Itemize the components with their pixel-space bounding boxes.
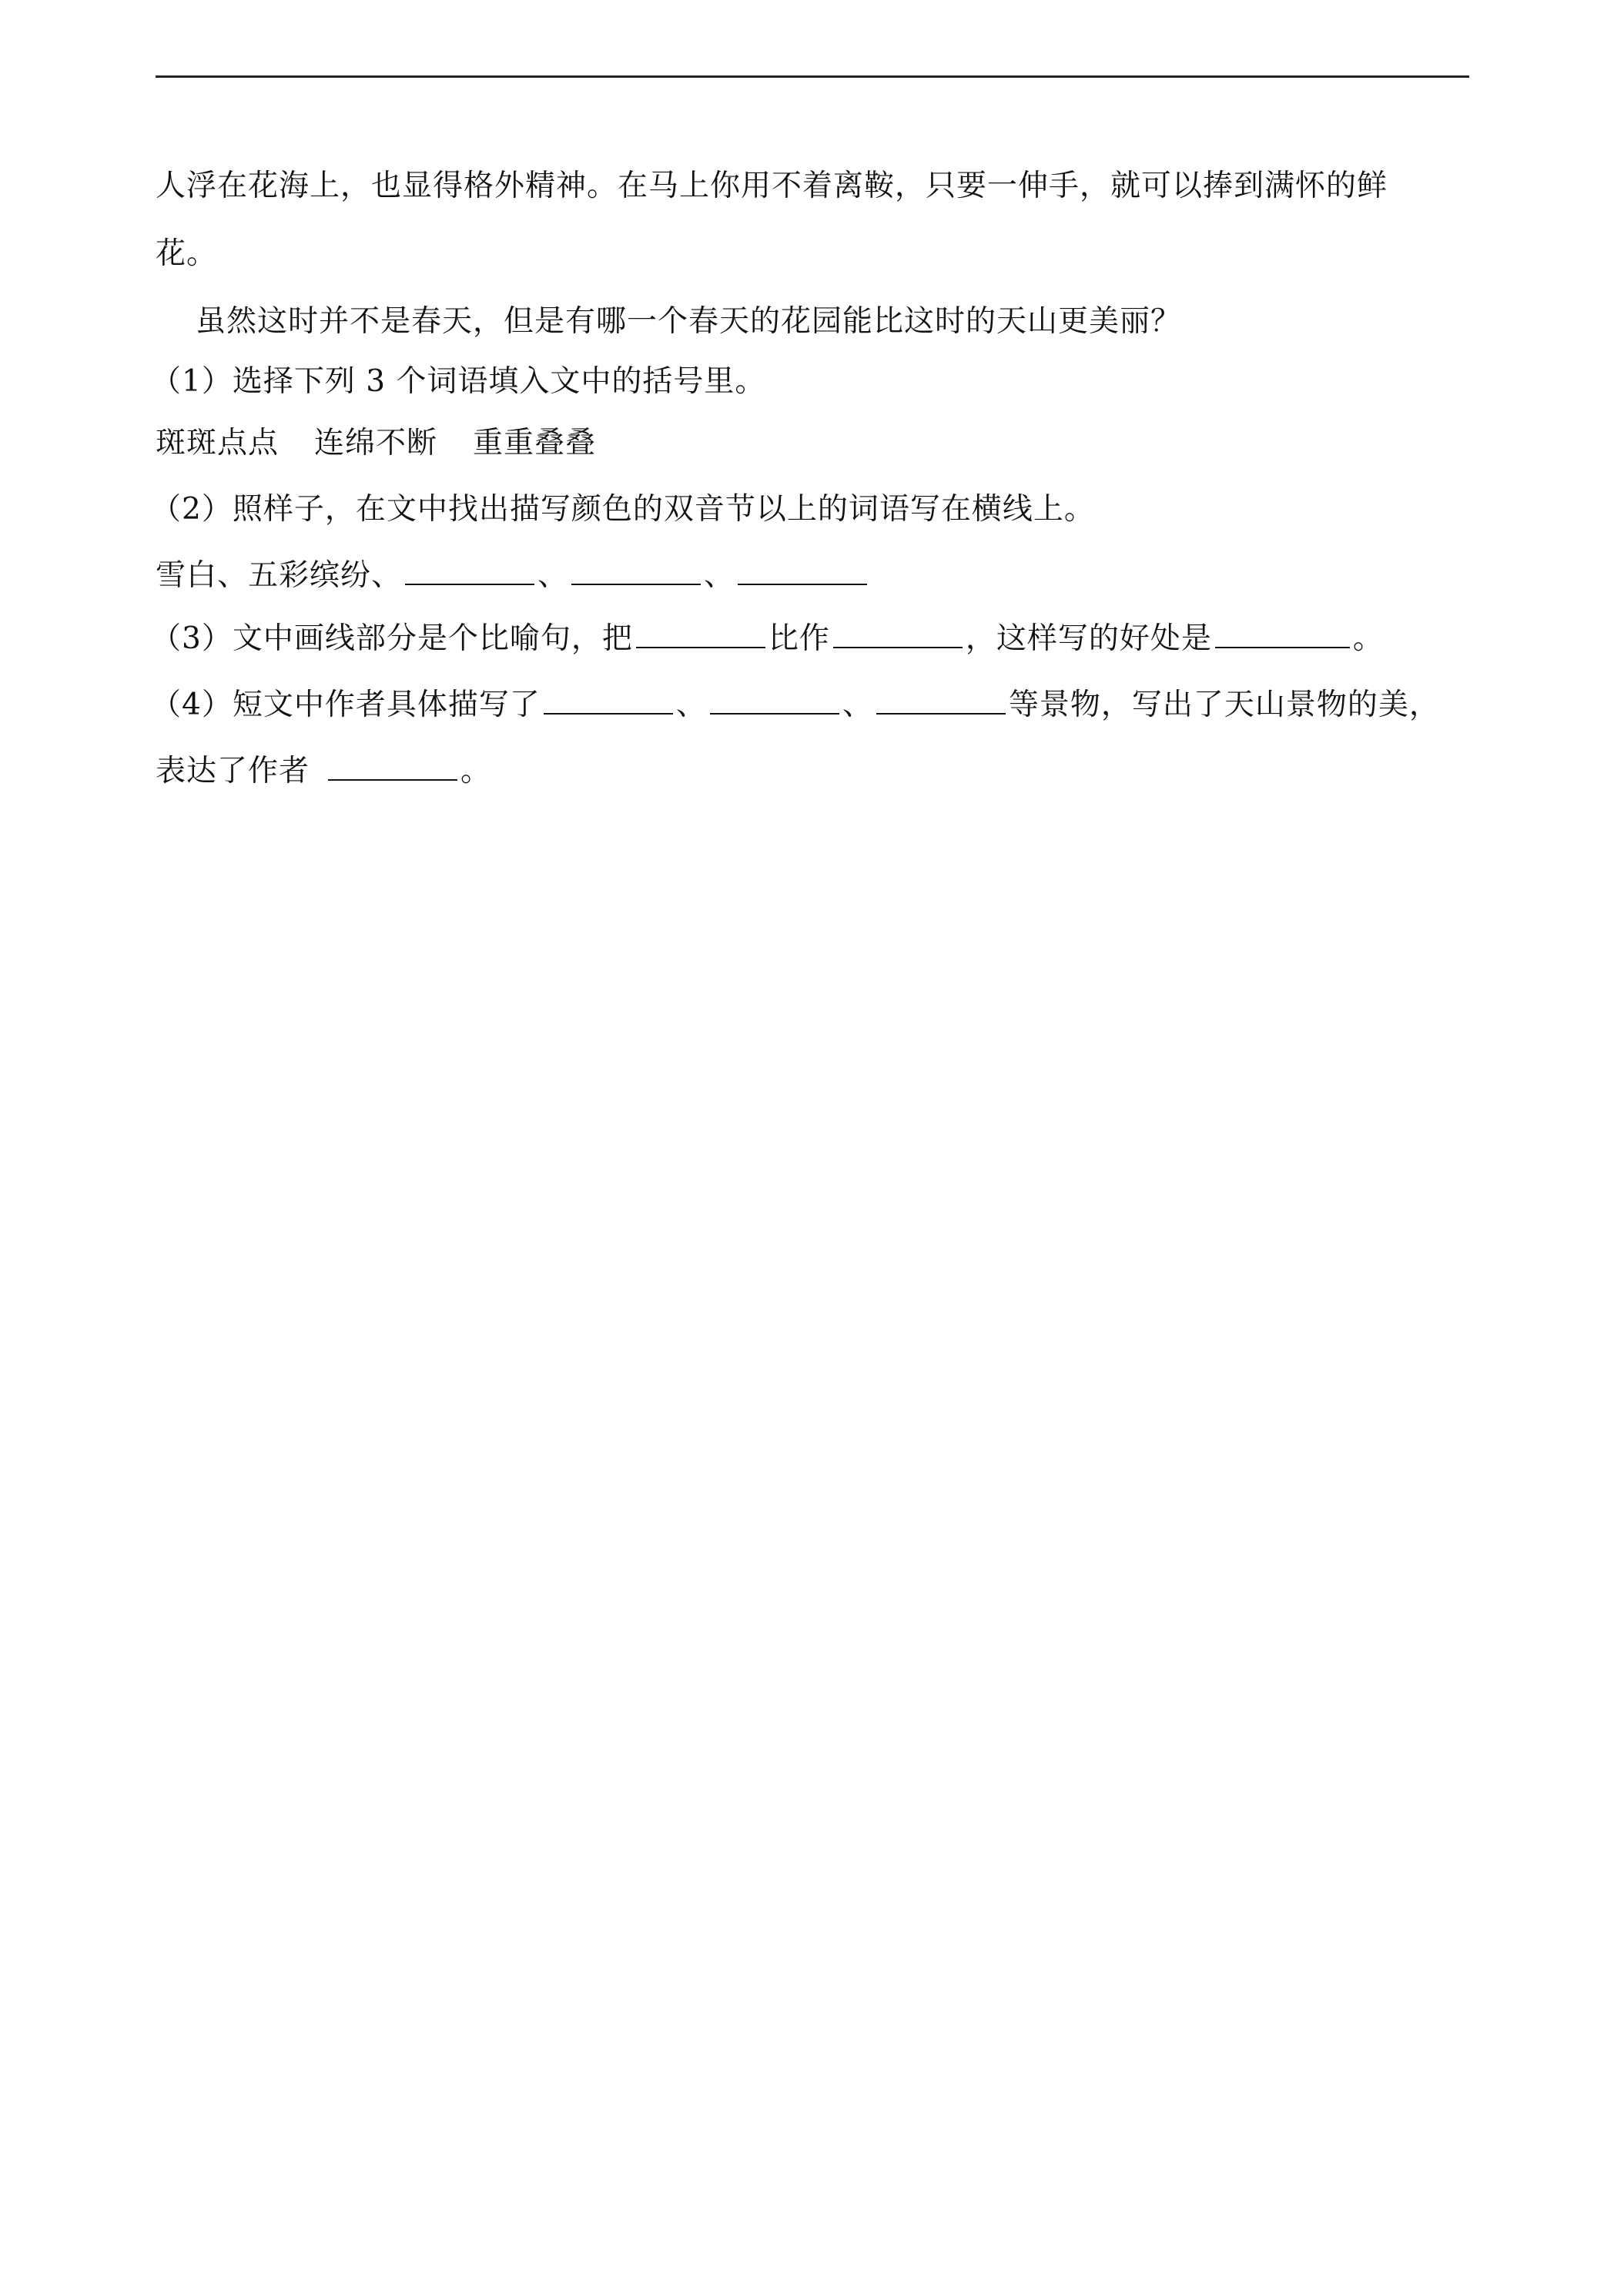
question-4-line2 <box>156 756 491 786</box>
answer-blank[interactable] <box>876 690 1006 715</box>
answer-blank[interactable] <box>405 561 534 585</box>
word-choice: 重重叠叠 <box>473 426 597 460</box>
question-text: 表达了作者 <box>156 754 310 788</box>
question-text: 等景物，写出了天山景物的美， <box>1008 688 1440 722</box>
passage-line: 虽然这时并不是春天，但是有哪一个春天的花园能比这时的天山更美丽？ <box>196 304 1182 339</box>
passage-line: 花。 <box>156 236 218 271</box>
header-rule <box>156 75 1469 78</box>
word-choices <box>156 428 596 458</box>
question-text: ，这样写的好处是 <box>965 621 1212 656</box>
answer-blank[interactable] <box>328 756 457 781</box>
separator: 、 <box>537 558 569 593</box>
example-text: 雪白、五彩缤纷、 <box>156 558 403 593</box>
separator: 、 <box>675 688 707 722</box>
question-2-prompt: （2）照样子，在文中找出描写颜色的双音节以上的词语写在横线上。 <box>151 492 1095 527</box>
question-2-answer-line <box>156 558 870 593</box>
word-choice: 斑斑点点 <box>156 426 280 460</box>
answer-blank[interactable] <box>544 690 673 715</box>
question-text: 比作 <box>768 621 830 656</box>
question-text: （3）文中画线部分是个比喻句，把 <box>151 621 633 656</box>
answer-blank[interactable] <box>636 624 765 648</box>
answer-blank[interactable] <box>833 624 963 648</box>
answer-blank[interactable] <box>1215 624 1350 648</box>
question-4-line1 <box>151 690 1440 720</box>
separator: 、 <box>704 558 735 593</box>
question-text: （4）短文中作者具体描写了 <box>151 688 541 722</box>
separator: 、 <box>842 688 873 722</box>
word-choice: 连绵不断 <box>314 426 438 460</box>
answer-blank[interactable] <box>571 561 701 585</box>
answer-blank[interactable] <box>710 690 839 715</box>
question-1-prompt: （1）选择下列 3 个词语填入文中的括号里。 <box>151 364 766 399</box>
answer-blank[interactable] <box>738 561 867 585</box>
passage-line: 人浮在花海上，也显得格外精神。在马上你用不着离鞍，只要一伸手，就可以捧到满怀的鲜 <box>156 169 1388 203</box>
question-text: 。 <box>460 754 492 788</box>
question-3 <box>151 621 1384 656</box>
question-text: 。 <box>1352 621 1384 656</box>
